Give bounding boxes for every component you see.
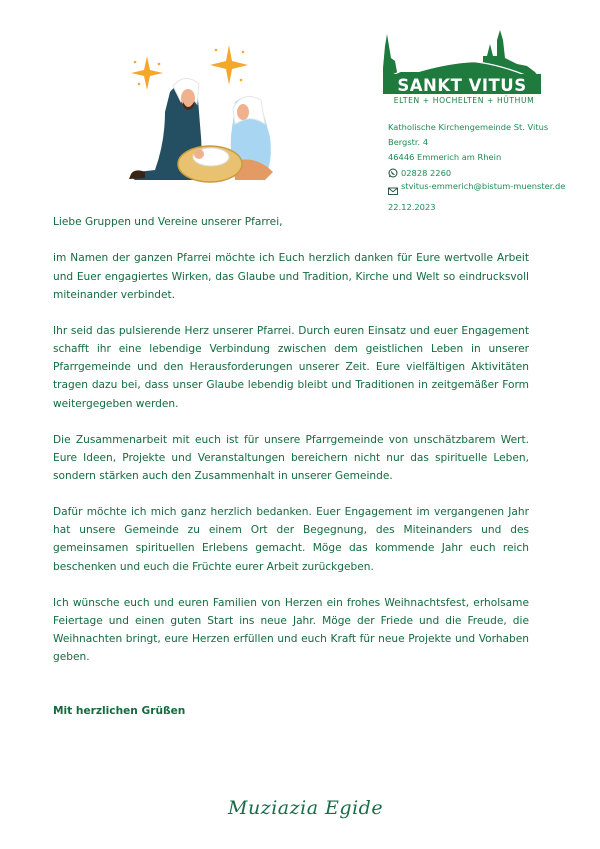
organization-name: Katholische Kirchengemeinde St. Vitus <box>388 122 549 132</box>
letter-date: 22.12.2023 <box>388 202 436 212</box>
envelope-icon <box>388 186 398 196</box>
paragraph: im Namen der ganzen Pfarrei möchte ich Euch herzlich danken für Eure wertvolle Arbeit und Euer engagiertes Wirken, das Glaube und Tradition, Kirche und Welt so eindrucksvoll miteinander verbindet. <box>53 252 529 301</box>
paragraph: Dafür möchte ich mich ganz herzlich bedanken. Euer Engagement im vergangenen Jahr hat unsere Gemeinde zu einem Ort der Begegnung, des Miteinanders und des gemeinsamen spirituellen Erlebens gemacht. Möge das kommende Jahr euch reich beschenken und euch die Früchte eurer Arbeit zurückgeben. <box>53 506 529 573</box>
logo-title: SANKT VITUS <box>397 76 527 95</box>
sender-address <box>388 120 565 196</box>
paragraph: Die Zusammenarbeit mit euch ist für unsere Pfarrgemeinde von unschätzbarem Wert. Eure Ideen, Projekte und Veranstaltungen bereichern nicht nur das spirituelle Leben, sondern stärken auch den Zusammenhalt in unserer Gemeinde. <box>53 433 529 483</box>
email-link[interactable]: stvitus-emmerich@bistum-muenster.de <box>401 180 566 191</box>
paragraph: Ihr seid das pulsierende Herz unserer Pfarrei. Durch euren Einsatz und euer Engagement schafft ihr eine lebendige Verbindung zwischen dem geistlichen Leben in unserer Pfarrgemeinde und den Herausforderungen unserer Zeit. Eure vielfältigen Aktivitäten tragen dazu bei, dass unser Glaube lebendig bleibt und Traditionen in zeitgemäßer Form weitergegeben werden. <box>53 324 529 410</box>
closing: Mit herzlichen Grüßen <box>53 705 186 717</box>
whatsapp-icon <box>388 168 398 178</box>
sankt-vitus-logo <box>383 28 543 106</box>
nativity-illustration <box>115 42 280 187</box>
phone-number[interactable]: 02828 2260 <box>401 167 452 178</box>
salutation: Liebe Gruppen und Vereine unserer Pfarrei, <box>53 216 283 228</box>
star-icon <box>210 45 248 85</box>
star-icon <box>131 56 163 90</box>
signature: Muziazia Egide <box>228 797 384 819</box>
street: Bergstr. 4 <box>388 137 429 148</box>
paragraph: Ich wünsche euch und euren Familien von Herzen ein frohes Weihnachtsfest, erholsame Feiertage und einen guten Start ins neue Jahr. Möge der Friede und die Freude, die Weihnachten bringt, eure Herzen erfüllen und euch Kraft für neue Projekte und Vorhaben geben. <box>53 596 529 664</box>
city: 46446 Emmerich am Rhein <box>388 152 502 163</box>
logo-subtitle: ELTEN + HOCHELTEN + HÜTHUM <box>393 96 535 105</box>
letter-body <box>53 213 529 684</box>
